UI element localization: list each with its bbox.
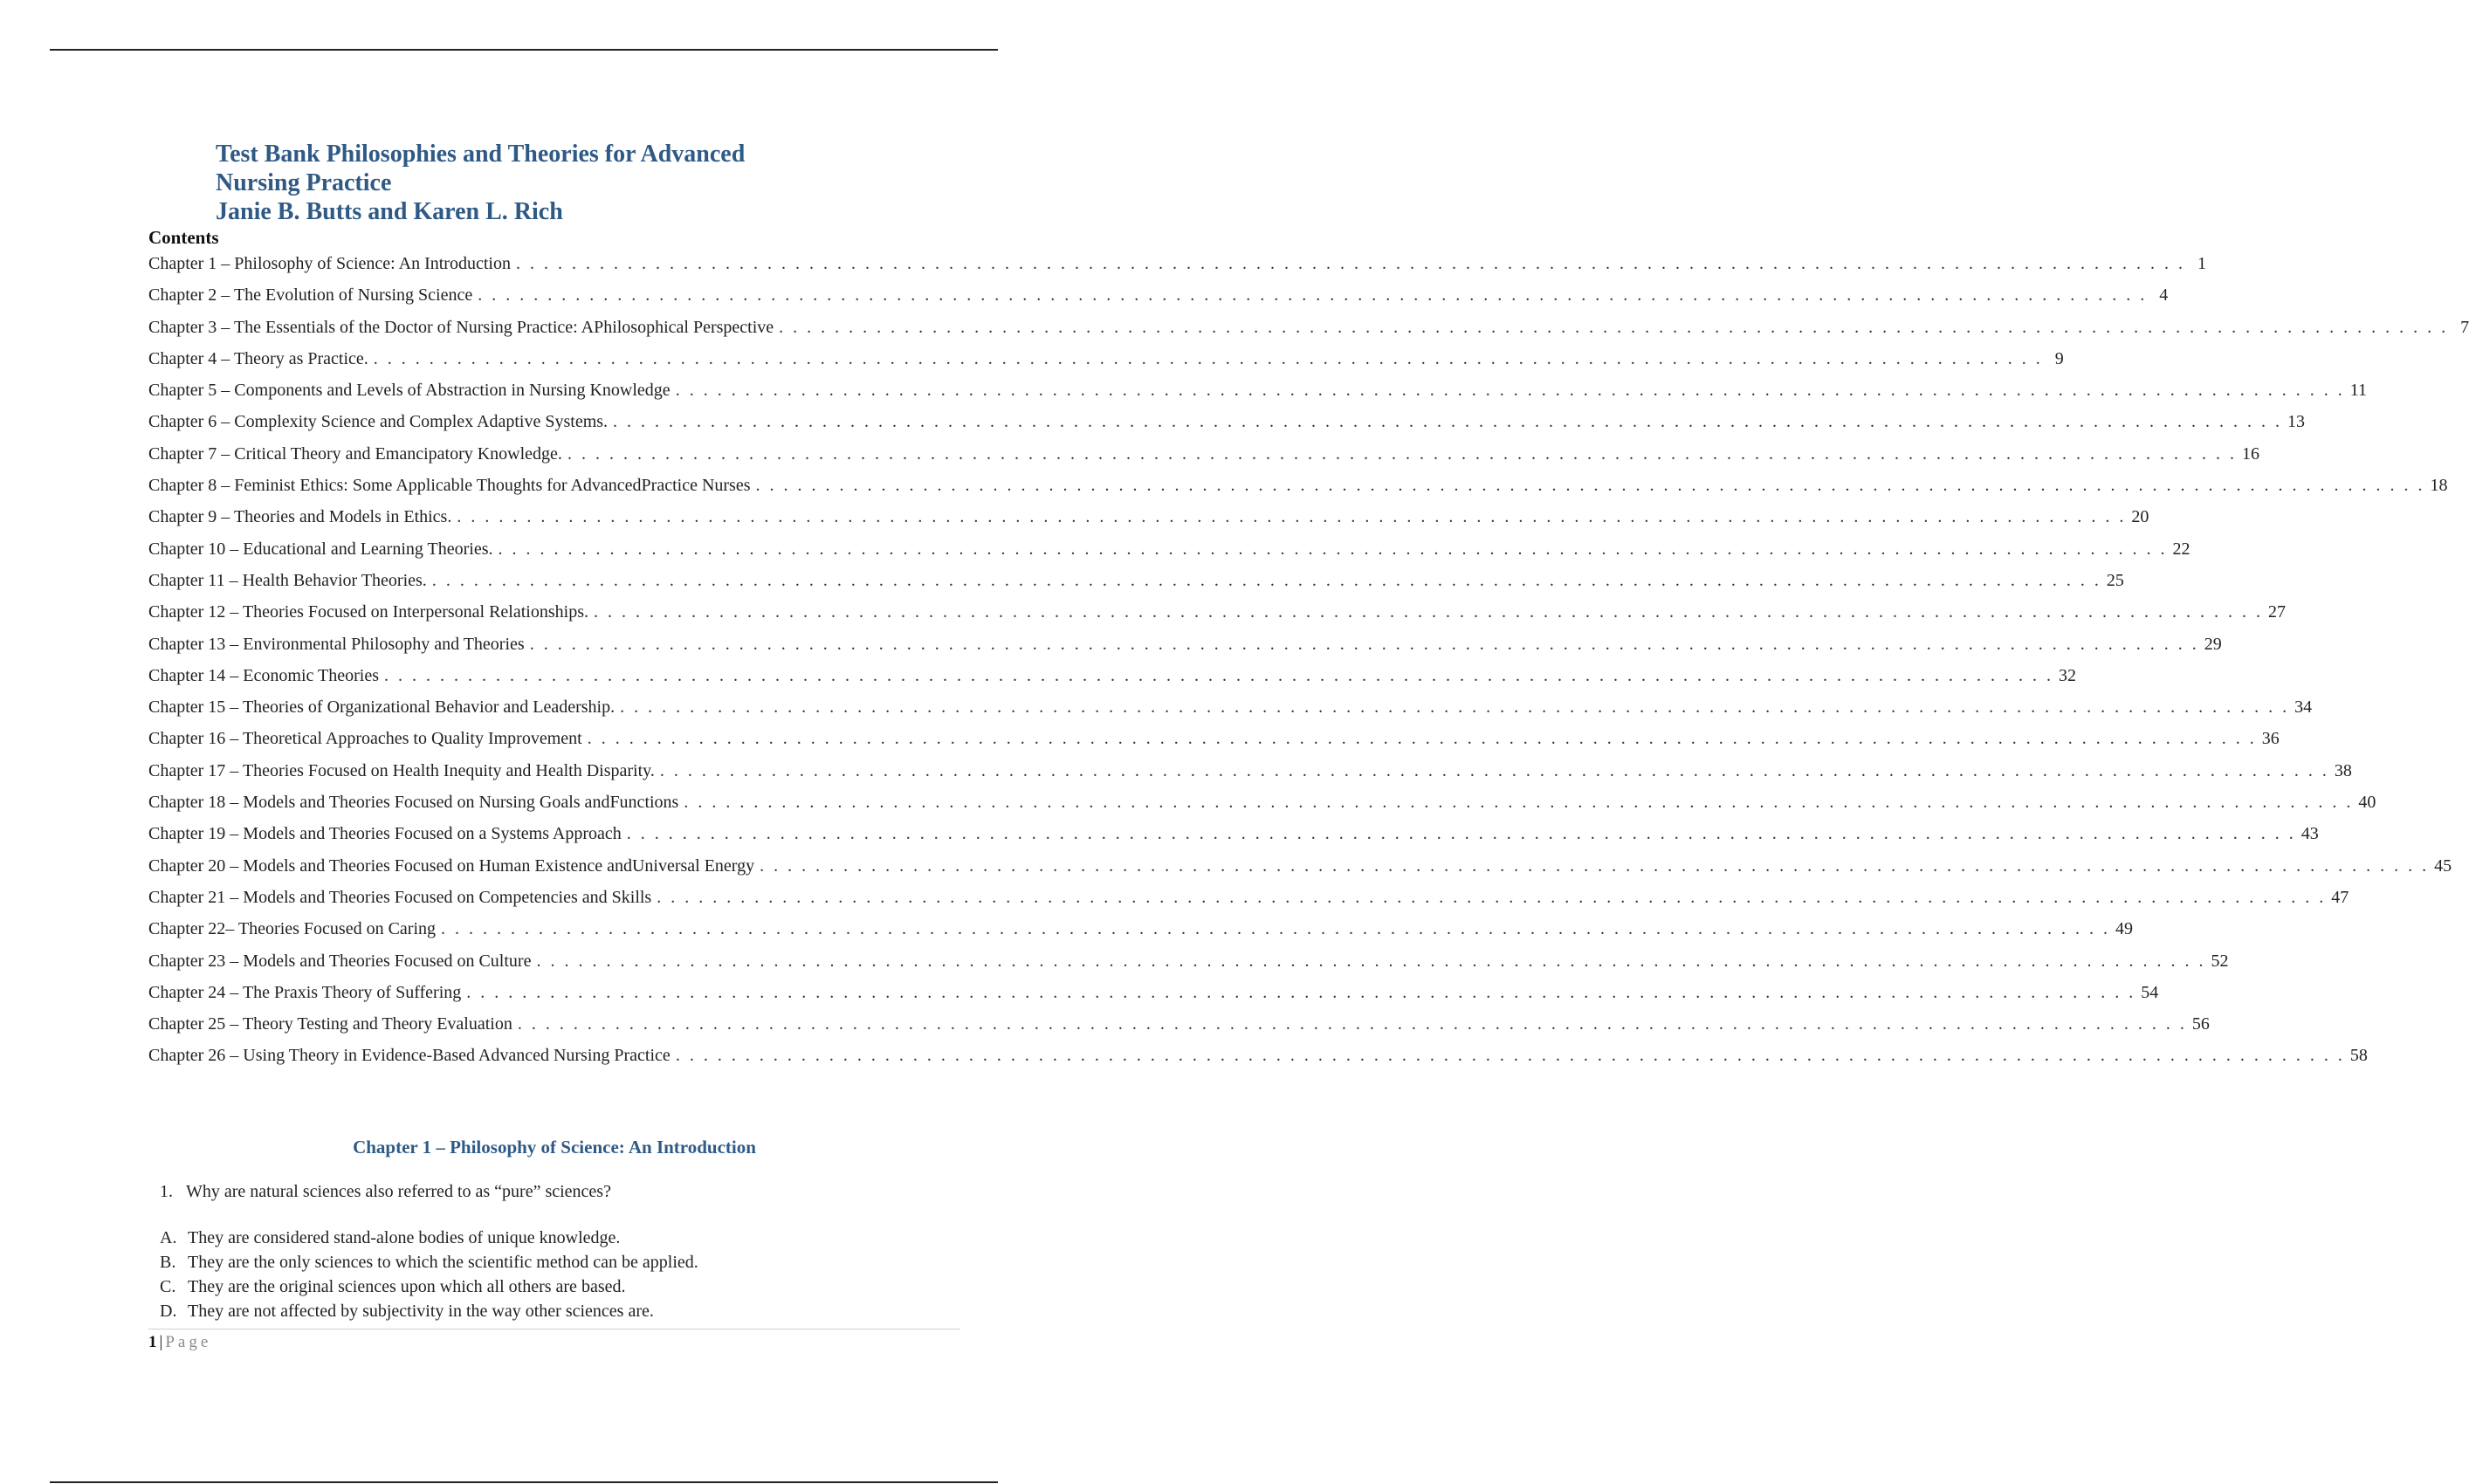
top-rule (50, 49, 998, 51)
option-letter: D. (160, 1302, 177, 1321)
toc-entry-label: Chapter 26 – Using Theory in Evidence-Based Advanced Nursing Practice (148, 1046, 671, 1066)
toc-entry[interactable] (148, 629, 2222, 660)
toc-entry-label: Chapter 14 – Economic Theories (148, 665, 380, 685)
toc-entry[interactable] (148, 660, 2077, 691)
toc-entry-label: Chapter 21 – Models and Theories Focused on Competencies and Skills (148, 887, 652, 907)
toc-entry-label: Chapter 10 – Educational and Learning Theories. (148, 539, 493, 559)
toc-dot-leader: . . . . . . . . . . . . . . . . . . . . . . . . . . . . . . . . . . . . . . . . . . . . . . . . . . . . . . . . . . . . . . . . . . . . . . . . . . . . . . . . . . . . . . . . . . . . . . . . . . . . . . . . . . . . . . . . . . . . . . . . (657, 887, 2327, 907)
toc-dot-leader: . . . . . . . . . . . . . . . . . . . . . . . . . . . . . . . . . . . . . . . . . . . . . . . . . . . . . . . . . . . . . . . . . . . . . . . . . . . . . . . . . . . . . . . . . . . . . . . . . . . . . . . . . . . . . . . . . . . . . . . . (675, 381, 2345, 401)
toc-entry-page: 11 (2349, 381, 2367, 401)
toc-dot-leader: . . . . . . . . . . . . . . . . . . . . . . . . . . . . . . . . . . . . . . . . . . . . . . . . . . . . . . . . . . . . . . . . . . . . . . . . . . . . . . . . . . . . . . . . . . . . . . . . . . . . . . . . . . . . . . . . . . . . . . . . (536, 951, 2206, 971)
toc-entry-label: Chapter 17 – Theories Focused on Health Inequity and Health Disparity. (148, 760, 655, 780)
question (160, 1182, 611, 1202)
toc-entry[interactable] (148, 470, 2448, 501)
toc-entry[interactable] (148, 723, 2280, 754)
toc-entry-page: 29 (2204, 634, 2222, 654)
toc-entry-label: Chapter 24 – The Praxis Theory of Suffering (148, 982, 462, 1002)
document-title (216, 140, 844, 226)
toc-entry[interactable] (148, 596, 2286, 628)
answer-option-a (160, 1226, 698, 1250)
toc-dot-leader: . . . . . . . . . . . . . . . . . . . . . . . . . . . . . . . . . . . . . . . . . . . . . . . . . . . . . . . . . . . . . . . . . . . . . . . . . . . . . . . . . . . . . . . . . . . . . . . . . . . . . . . . . . . . . . . . . . . . . . . . (760, 855, 2430, 876)
toc-entry[interactable] (148, 533, 2190, 565)
toc-entry-label: Chapter 19 – Models and Theories Focused on a Systems Approach (148, 824, 622, 844)
toc-dot-leader: . . . . . . . . . . . . . . . . . . . . . . . . . . . . . . . . . . . . . . . . . . . . . . . . . . . . . . . . . . . . . . . . . . . . . . . . . . . . . . . . . . . . . . . . . . . . . . . . . . . . . . . . . . . . . . . . . . . . . . . . (620, 697, 2290, 718)
answer-option-c (160, 1274, 698, 1299)
toc-entry-label: Chapter 8 – Feminist Ethics: Some Applicable Thoughts for AdvancedPractice Nurses (148, 476, 751, 496)
toc-entry-label: Chapter 16 – Theoretical Approaches to Quality Improvement (148, 729, 582, 749)
toc-entry-page: 7 (2460, 317, 2469, 337)
toc-entry[interactable] (148, 438, 2259, 470)
toc-entry-page: 34 (2294, 697, 2313, 718)
option-letter: A. (160, 1228, 177, 1247)
toc-dot-leader: . . . . . . . . . . . . . . . . . . . . . . . . . . . . . . . . . . . . . . . . . . . . . . . . . . . . . . . . . . . . . . . . . . . . . . . . . . . . . . . . . . . . . . . . . . . . . . . . . . . . . . . . . . . . . . . . . . . . . . . . (384, 665, 2054, 685)
toc-dot-leader: . . . . . . . . . . . . . . . . . . . . . . . . . . . . . . . . . . . . . . . . . . . . . . . . . . . . . . . . . . . . . . . . . . . . . . . . . . . . . . . . . . . . . . . . . . . . . . . . . . . . . . . . . . . . . . . . . . . . . . . . (755, 476, 2425, 496)
toc-entry-page: 45 (2434, 855, 2452, 876)
toc-entry[interactable] (148, 850, 2452, 882)
toc-entry-page: 40 (2358, 793, 2376, 813)
toc-entry-page: 54 (2141, 982, 2159, 1002)
toc-entry-page: 22 (2172, 539, 2190, 559)
toc-entry[interactable] (148, 691, 2313, 723)
toc-dot-leader: . . . . . . . . . . . . . . . . . . . . . . . . . . . . . . . . . . . . . . . . . . . . . . . . . . . . . . . . . . . . . . . . . . . . . . . . . . . . . . . . . . . . . . . . . . . . . . . . . . . . . . . . . . . . . . . . . . . . . . . . (675, 1046, 2345, 1066)
footer-separator: | (159, 1333, 163, 1351)
toc-entry[interactable] (148, 1008, 2210, 1040)
toc-dot-leader: . . . . . . . . . . . . . . . . . . . . . . . . . . . . . . . . . . . . . . . . . . . . . . . . . . . . . . . . . . . . . . . . . . . . . . . . . . . . . . . . . . . . . . . . . . . . . . . . . . . . . . . . . . . . . . . . . . . . . . . . (567, 443, 2237, 464)
toc-entry[interactable] (148, 913, 2134, 945)
toc-dot-leader: . . . . . . . . . . . . . . . . . . . . . . . . . . . . . . . . . . . . . . . . . . . . . . . . . . . . . . . . . . . . . . . . . . . . . . . . . . . . . . . . . . . . . . . . . . . . . . . . . . . . . . . . . . . . . . . . . . . . . . . . (515, 254, 2185, 273)
toc-dot-leader: . . . . . . . . . . . . . . . . . . . . . . . . . . . . . . . . . . . . . . . . . . . . . . . . . . . . . . . . . . . . . . . . . . . . . . . . . . . . . . . . . . . . . . . . . . . . . . . . . . . . . . . . . . . . . . . . . . . . . . . . (478, 285, 2148, 306)
toc-entry-page: 47 (2331, 887, 2349, 907)
toc-entry-label: Chapter 6 – Complexity Science and Complex Adaptive Systems. (148, 412, 609, 432)
toc-entry-label: Chapter 13 – Environmental Philosophy and Theories (148, 634, 525, 654)
toc-entry[interactable] (148, 374, 2367, 406)
toc-dot-leader: . . . . . . . . . . . . . . . . . . . . . . . . . . . . . . . . . . . . . . . . . . . . . . . . . . . . . . . . . . . . . . . . . . . . . . . . . . . . . . . . . . . . . . . . . . . . . . . . . . . . . . . . . . . . . . . . . . . . . . . . (659, 760, 2329, 780)
answer-option-b (160, 1250, 698, 1274)
toc-entry-page: 27 (2267, 602, 2286, 622)
toc-entry-page: 52 (2211, 951, 2229, 971)
option-letter: B. (160, 1253, 176, 1272)
footer-page-label: Page (165, 1333, 212, 1351)
toc-entry-label: Chapter 2 – The Evolution of Nursing Science (148, 285, 473, 306)
toc-entry-page: 16 (2241, 443, 2259, 464)
toc-dot-leader: . . . . . . . . . . . . . . . . . . . . . . . . . . . . . . . . . . . . . . . . . . . . . . . . . . . . . . . . . . . . . . . . . . . . . . . . . . . . . . . . . . . . . . . . . . . . . . . . . . . . . . . . . . . . . . . . . . . . . . . . (466, 982, 2136, 1002)
title-line-2: Nursing Practice (216, 169, 392, 196)
toc-dot-leader: . . . . . . . . . . . . . . . . . . . . . . . . . . . . . . . . . . . . . . . . . . . . . . . . . . . . . . . . . . . . . . . . . . . . . . . . . . . . . . . . . . . . . . . . . . . . . . . . . . . . . . . . . . . . . . . . . . . . . . . . (431, 570, 2101, 590)
answer-option-d (160, 1299, 698, 1323)
toc-entry[interactable] (148, 312, 2469, 343)
toc-entry-label: Chapter 25 – Theory Testing and Theory Evaluation (148, 1014, 512, 1034)
option-text: They are considered stand-alone bodies of unique knowledge. (188, 1228, 621, 1247)
toc-entry-label: Chapter 7 – Critical Theory and Emancipatory Knowledge. (148, 443, 562, 464)
toc-entry-page: 20 (2131, 507, 2149, 527)
toc-dot-leader: . . . . . . . . . . . . . . . . . . . . . . . . . . . . . . . . . . . . . . . . . . . . . . . . . . . . . . . . . . . . . . . . . . . . . . . . . . . . . . . . . . . . . . . . . . . . . . . . . . . . . . . . . . . . . . . . . . . . . . . . (529, 634, 2199, 654)
toc-entry[interactable] (148, 279, 2169, 311)
title-authors: Janie B. Butts and Karen L. Rich (216, 198, 563, 225)
toc-dot-leader: . . . . . . . . . . . . . . . . . . . . . . . . . . . . . . . . . . . . . . . . . . . . . . . . . . . . . . . . . . . . . . . . . . . . . . . . . . . . . . . . . . . . . . . . . . . . . . . . . . . . . . . . . . . . . . . . . . . . . . . . (779, 317, 2449, 337)
toc-entry-label: Chapter 18 – Models and Theories Focused on Nursing Goals andFunctions (148, 793, 679, 813)
title-line-1: Test Bank Philosophies and Theories for Advanced (216, 141, 746, 168)
toc-entry-page: 43 (2301, 824, 2319, 844)
toc-dot-leader: . . . . . . . . . . . . . . . . . . . . . . . . . . . . . . . . . . . . . . . . . . . . . . . . . . . . . . . . . . . . . . . . . . . . . . . . . . . . . . . . . . . . . . . . . . . . . . . . . . . . . . . . . . . . . . . . . . . . . . . . (457, 507, 2127, 527)
toc-entry-page: 1 (2197, 254, 2206, 273)
toc-entry-label: Chapter 15 – Theories of Organizational Behavior and Leadership. (148, 697, 616, 718)
toc-dot-leader: . . . . . . . . . . . . . . . . . . . . . . . . . . . . . . . . . . . . . . . . . . . . . . . . . . . . . . . . . . . . . . . . . . . . . . . . . . . . . . . . . . . . . . . . . . . . . . . . . . . . . . . . . . . . . . . . . . . . . . . . (498, 539, 2168, 559)
toc-entry[interactable] (148, 406, 2306, 437)
page-footer (148, 1333, 211, 1352)
contents-heading: Contents (148, 227, 219, 248)
toc-entry-page: 4 (2159, 285, 2169, 306)
toc-entry-page: 13 (2287, 412, 2306, 432)
question-number: 1. (160, 1182, 173, 1201)
toc-entry[interactable] (148, 501, 2149, 532)
toc-entry-label: Chapter 4 – Theory as Practice. (148, 348, 368, 368)
bottom-rule (50, 1481, 998, 1483)
toc-entry-label: Chapter 12 – Theories Focused on Interpersonal Relationships. (148, 602, 588, 622)
toc-entry[interactable] (148, 248, 2206, 279)
toc-dot-leader: . . . . . . . . . . . . . . . . . . . . . . . . . . . . . . . . . . . . . . . . . . . . . . . . . . . . . . . . . . . . . . . . . . . . . . . . . . . . . . . . . . . . . . . . . . . . . . . . . . . . . . . . . . . . . . . . . . . . . . . . (626, 824, 2296, 844)
toc-entry-page: 25 (2106, 570, 2124, 590)
table-of-contents (148, 248, 2469, 1072)
toc-dot-leader: . . . . . . . . . . . . . . . . . . . . . . . . . . . . . . . . . . . . . . . . . . . . . . . . . . . . . . . . . . . . . . . . . . . . . . . . . . . . . . . . . . . . . . . . . . . . . . . . . . . . . . . . . . . . . . . . . . . . . . . . (517, 1014, 2187, 1034)
toc-entry-label: Chapter 3 – The Essentials of the Doctor of Nursing Practice: APhilosophical Perspective (148, 317, 774, 337)
toc-entry[interactable] (148, 977, 2159, 1008)
option-text: They are the original sciences upon which all others are based. (188, 1277, 626, 1296)
option-text: They are the only sciences to which the scientific method can be applied. (188, 1253, 698, 1272)
toc-entry-page: 18 (2430, 476, 2448, 496)
toc-entry[interactable] (148, 787, 2376, 818)
toc-entry-label: Chapter 9 – Theories and Models in Ethics. (148, 507, 452, 527)
toc-entry[interactable] (148, 1040, 2368, 1071)
toc-entry-page: 49 (2115, 919, 2134, 939)
toc-entry-label: Chapter 20 – Models and Theories Focused on Human Existence andUniversal Energy (148, 855, 755, 876)
toc-entry-label: Chapter 5 – Components and Levels of Abstraction in Nursing Knowledge (148, 381, 671, 401)
toc-entry[interactable] (148, 755, 2352, 787)
toc-entry[interactable] (148, 945, 2229, 977)
toc-entry[interactable] (148, 818, 2319, 849)
toc-entry-page: 58 (2349, 1046, 2368, 1066)
toc-dot-leader: . . . . . . . . . . . . . . . . . . . . . . . . . . . . . . . . . . . . . . . . . . . . . . . . . . . . . . . . . . . . . . . . . . . . . . . . . . . . . . . . . . . . . . . . . . . . . . . . . . . . . . . . . . . . . . . . . . . . . . . . (613, 412, 2283, 432)
toc-entry-label: Chapter 22– Theories Focused on Caring (148, 919, 437, 939)
toc-entry[interactable] (148, 343, 2064, 374)
toc-entry-page: 32 (2059, 665, 2077, 685)
toc-entry[interactable] (148, 882, 2349, 913)
toc-entry[interactable] (148, 565, 2124, 596)
toc-entry-page: 56 (2191, 1014, 2210, 1034)
toc-dot-leader: . . . . . . . . . . . . . . . . . . . . . . . . . . . . . . . . . . . . . . . . . . . . . . . . . . . . . . . . . . . . . . . . . . . . . . . . . . . . . . . . . . . . . . . . . . . . . . . . . . . . . . . . . . . . . . . . . . . . . . . . (373, 348, 2043, 368)
toc-entry-page: 9 (2054, 348, 2064, 368)
toc-entry-label: Chapter 1 – Philosophy of Science: An Introduction (148, 254, 511, 273)
option-text: They are not affected by subjectivity in the way other sciences are. (188, 1302, 654, 1321)
toc-entry-label: Chapter 23 – Models and Theories Focused on Culture (148, 951, 532, 971)
toc-dot-leader: . . . . . . . . . . . . . . . . . . . . . . . . . . . . . . . . . . . . . . . . . . . . . . . . . . . . . . . . . . . . . . . . . . . . . . . . . . . . . . . . . . . . . . . . . . . . . . . . . . . . . . . . . . . . . . . . . . . . . . . . (593, 602, 2263, 622)
chapter-heading: Chapter 1 – Philosophy of Science: An Introduction (353, 1137, 756, 1158)
footer-page-number: 1 (148, 1333, 157, 1351)
toc-dot-leader: . . . . . . . . . . . . . . . . . . . . . . . . . . . . . . . . . . . . . . . . . . . . . . . . . . . . . . . . . . . . . . . . . . . . . . . . . . . . . . . . . . . . . . . . . . . . . . . . . . . . . . . . . . . . . . . . . . . . . . . . (684, 793, 2354, 813)
option-letter: C. (160, 1277, 176, 1296)
toc-dot-leader: . . . . . . . . . . . . . . . . . . . . . . . . . . . . . . . . . . . . . . . . . . . . . . . . . . . . . . . . . . . . . . . . . . . . . . . . . . . . . . . . . . . . . . . . . . . . . . . . . . . . . . . . . . . . . . . . . . . . . . . . (441, 919, 2111, 939)
toc-entry-page: 36 (2261, 729, 2280, 749)
answer-options (160, 1226, 698, 1323)
toc-entry-page: 38 (2334, 760, 2352, 780)
question-text: Why are natural sciences also referred to as “pure” sciences? (186, 1182, 611, 1201)
toc-dot-leader: . . . . . . . . . . . . . . . . . . . . . . . . . . . . . . . . . . . . . . . . . . . . . . . . . . . . . . . . . . . . . . . . . . . . . . . . . . . . . . . . . . . . . . . . . . . . . . . . . . . . . . . . . . . . . . . . . . . . . . . . (587, 729, 2257, 749)
toc-entry-label: Chapter 11 – Health Behavior Theories. (148, 570, 427, 590)
